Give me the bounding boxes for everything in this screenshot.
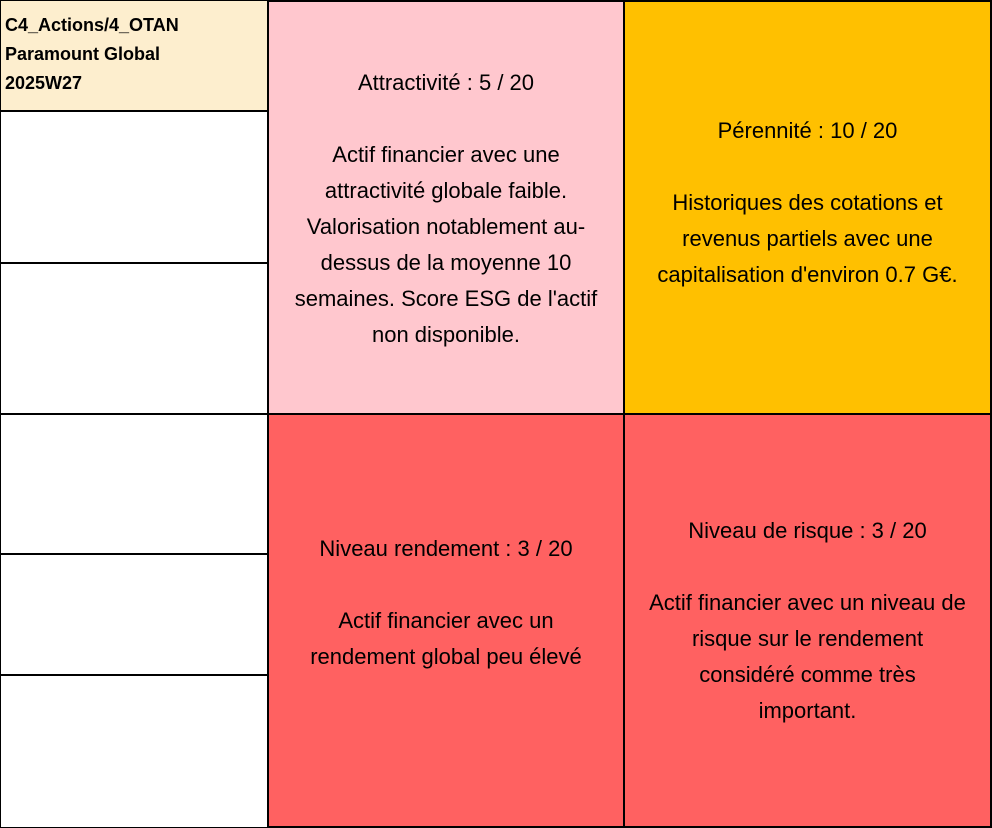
category-path: C4_Actions/4_OTAN <box>5 15 179 35</box>
perennite-panel <box>623 0 992 415</box>
perennite-description: Historiques des cotations et revenus partiels avec une capitalisation d'environ 0.7 G€. <box>657 189 958 287</box>
empty-cell-5 <box>0 675 268 828</box>
empty-cell-4 <box>0 554 268 675</box>
asset-name: Paramount Global <box>5 44 161 64</box>
risque-panel <box>623 413 992 828</box>
empty-cell-3 <box>0 414 268 554</box>
attractivite-description: Actif financier avec une attractivité globale faible. Valorisation notablement au- dessus de la moyenne 10 semaines. Score ESG de l'actif non disponible. <box>294 142 598 347</box>
risque-score: Niveau de risque : 3 / 20 <box>688 517 927 543</box>
attractivite-score: Attractivité : 5 / 20 <box>357 70 535 95</box>
risque-description: Actif financier avec un niveau de risque sur le rendement considéré comme très important. <box>649 589 966 723</box>
week-label: 2025W27 <box>5 73 83 93</box>
empty-cell-1 <box>0 111 268 263</box>
rendement-description: Actif financier avec un rendement global peu élevé <box>310 607 582 669</box>
attractivite-panel <box>267 0 625 415</box>
rendement-panel <box>267 413 625 828</box>
rendement-score: Niveau rendement : 3 / 20 <box>319 535 573 561</box>
asset-header-cell <box>0 0 268 111</box>
perennite-score: Pérennité : 10 / 20 <box>717 117 898 143</box>
empty-cell-2 <box>0 263 268 414</box>
